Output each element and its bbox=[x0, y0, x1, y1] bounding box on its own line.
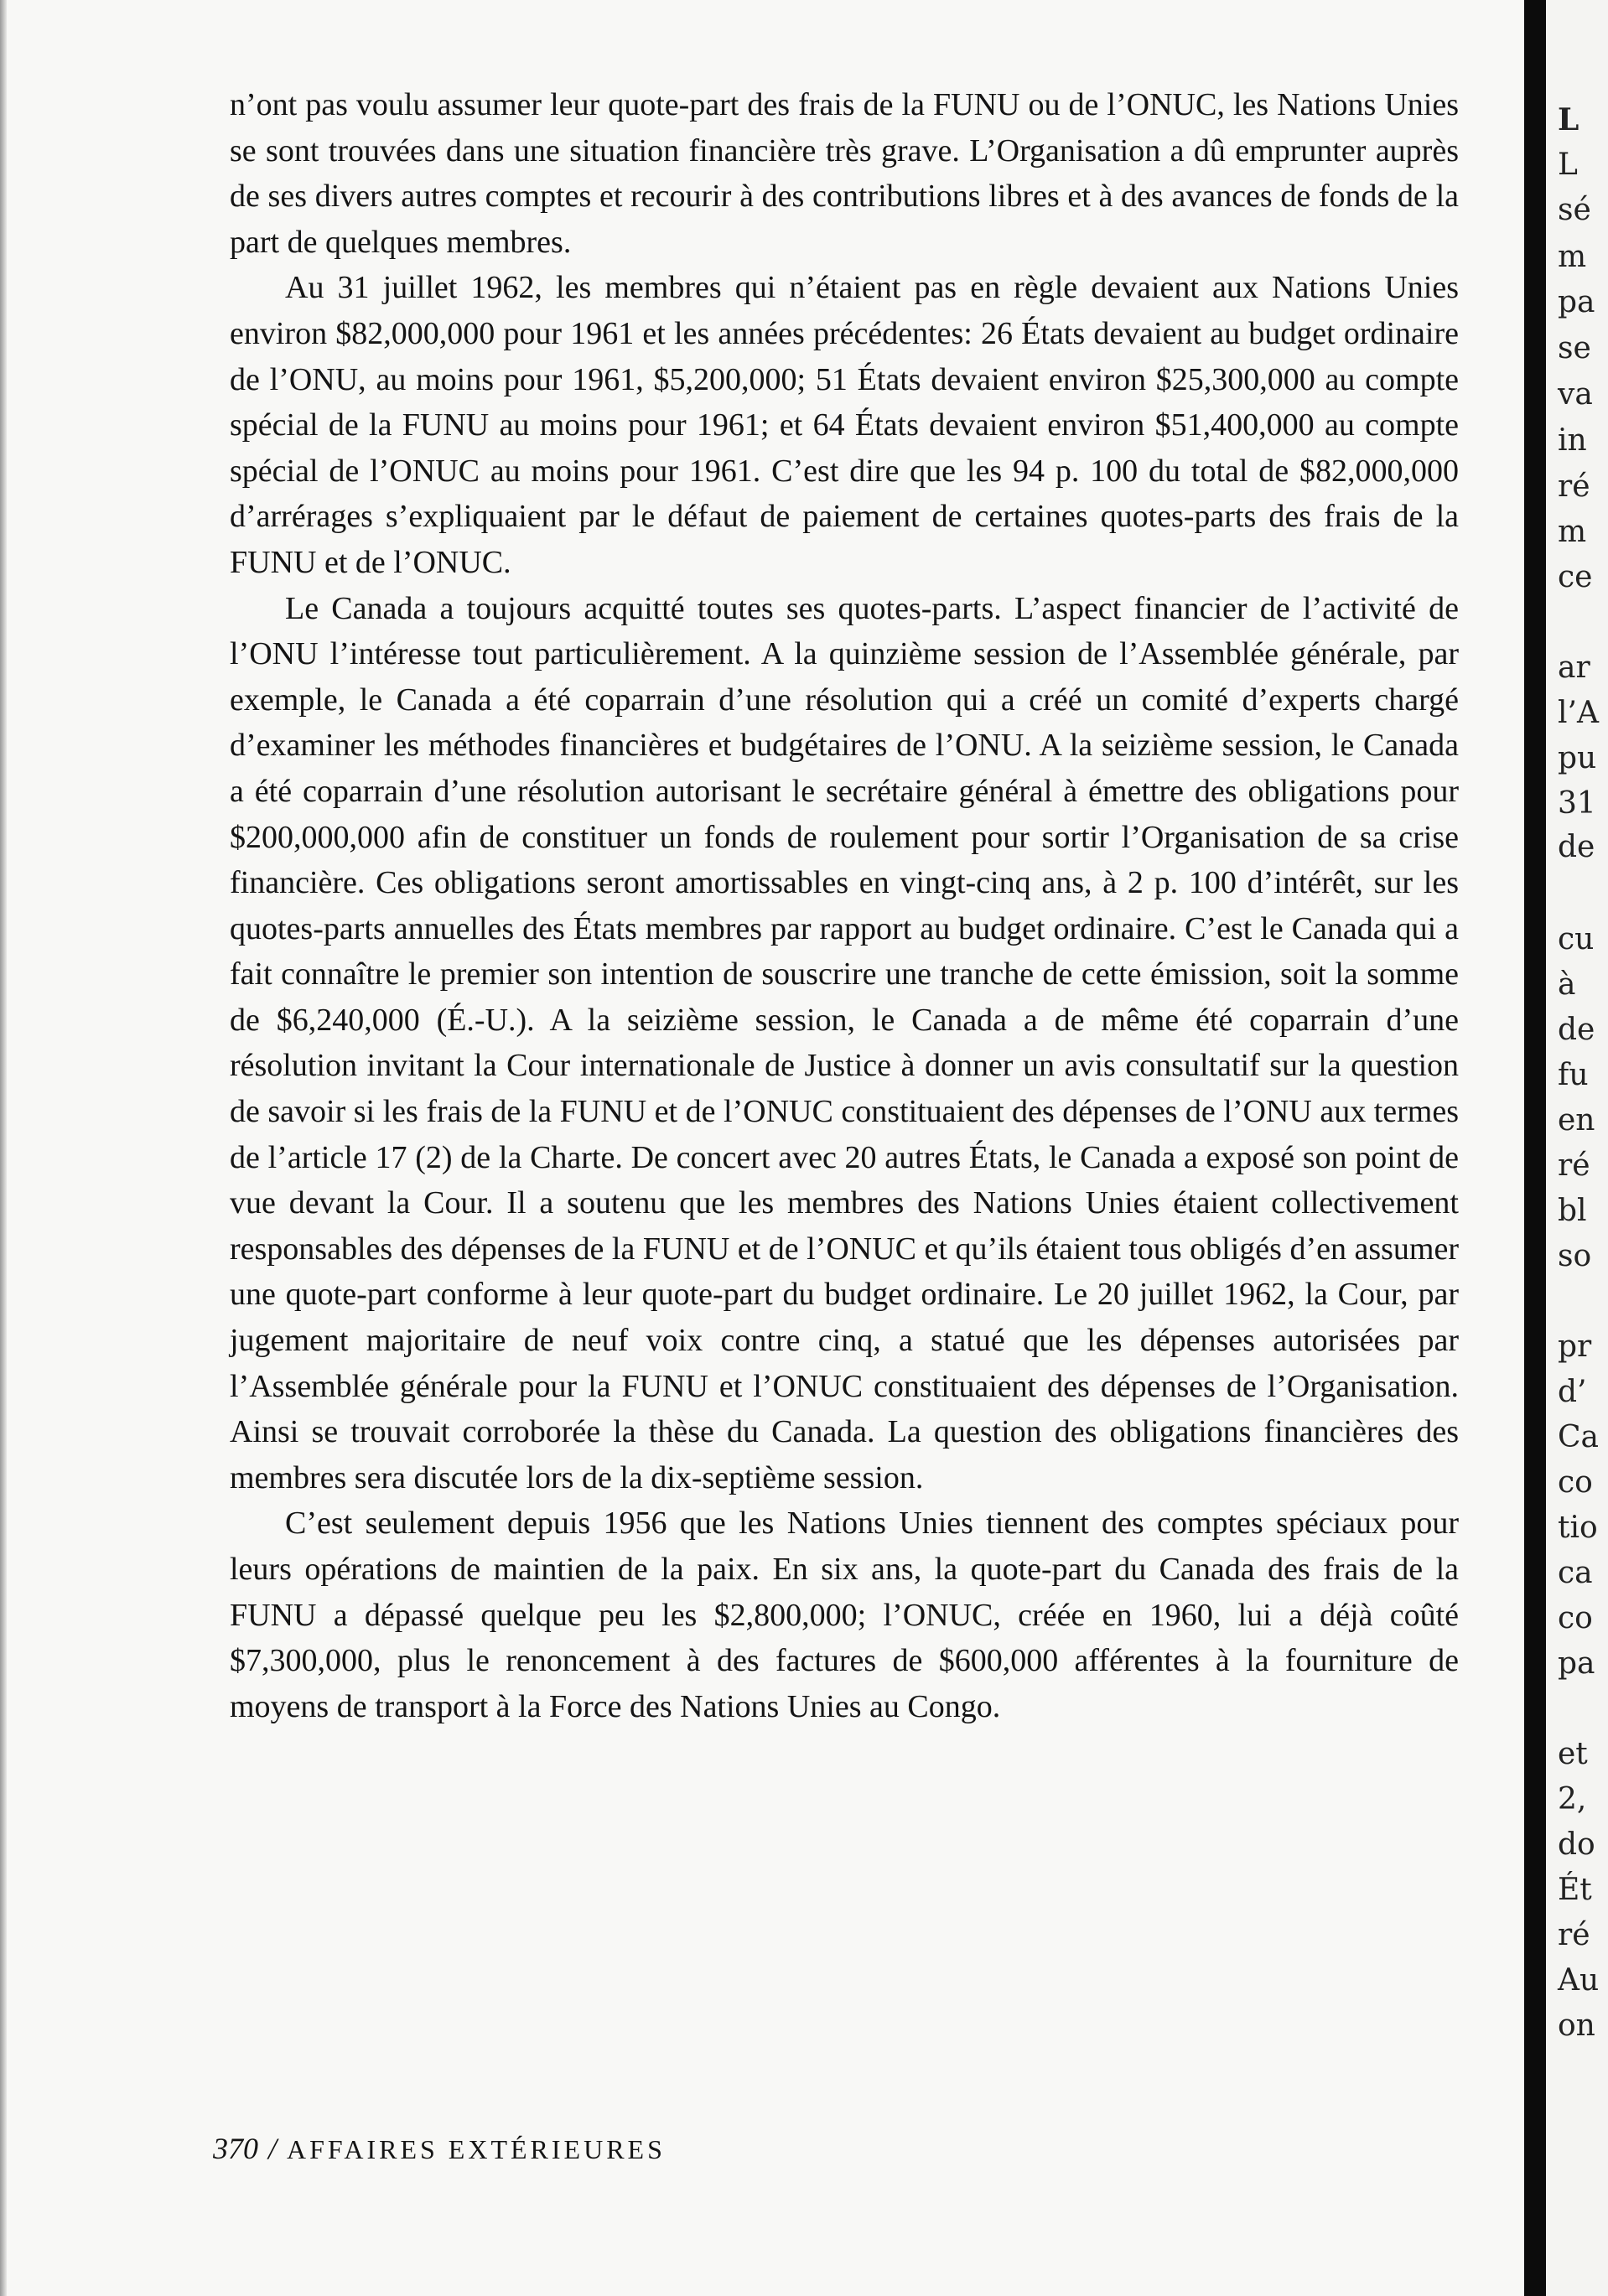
next-page-fragment: ar bbox=[1558, 650, 1590, 685]
next-page-fragment: Ca bbox=[1558, 1420, 1600, 1454]
page-edge-shadow bbox=[0, 0, 7, 2296]
next-page-fragment: L bbox=[1558, 148, 1578, 182]
next-page-fragment: m bbox=[1558, 515, 1587, 549]
next-page-fragment: ce bbox=[1558, 560, 1593, 594]
next-page-fragment: ré bbox=[1558, 1148, 1590, 1183]
paragraph-1: n’ont pas voulu assumer leur quote-part des frais de la FUNU ou de l’ONUC, les Nations Unies se sont trouvées dans une situation financière très grave. L’Organisation a dû emprunter auprès de ses divers autres comptes et recourir à des contributions libres et à des avances de fonds de la part de quelques membres. bbox=[230, 87, 1459, 260]
page-number: 370 bbox=[213, 2132, 258, 2165]
next-page-fragment: ca bbox=[1558, 1556, 1593, 1590]
next-page-fragment: m bbox=[1558, 240, 1587, 274]
next-page-fragment: so bbox=[1558, 1239, 1592, 1273]
page-footer bbox=[213, 2131, 666, 2166]
paragraph-4: C’est seulement depuis 1956 que les Nations Unies tiennent des comptes spéciaux pour leurs opérations de maintien de la paix. En six ans, la quote-part du Canada des frais de la FUNU a dépassé quelque peu les $2,800,000; l’ONUC, créée en 1960, lui a déjà coûté $7,300,000, plus le renoncement à des factures de $600,000 afférentes à la fourniture de moyens de transport à la Force des Nations Unies au Congo. bbox=[230, 1506, 1459, 1724]
next-page-fragment: Ét bbox=[1558, 1873, 1592, 1907]
next-page-fragment: L bbox=[1558, 102, 1579, 137]
next-page-fragment: pu bbox=[1558, 741, 1597, 775]
next-page-fragment: en bbox=[1558, 1103, 1595, 1138]
next-page-fragment: on bbox=[1558, 2008, 1595, 2043]
next-page-fragment: d’ bbox=[1558, 1375, 1587, 1409]
next-page-fragment: cu bbox=[1558, 922, 1595, 956]
next-page-fragment: fu bbox=[1558, 1058, 1589, 1092]
next-page-fragment: pa bbox=[1558, 1646, 1595, 1681]
next-page-fragment: et bbox=[1558, 1737, 1588, 1771]
next-page-fragment: do bbox=[1558, 1827, 1595, 1862]
next-page-fragment: tio bbox=[1558, 1511, 1598, 1545]
next-page-fragment: à bbox=[1558, 967, 1576, 1002]
next-page-fragment: co bbox=[1558, 1465, 1593, 1500]
paragraph-3: Le Canada a toujours acquitté toutes ses quotes-parts. L’aspect financier de l’activité de l’ONU l’intéresse tout particulièrement. A la quinzième session de l’Assemblée générale, par exemple, le Canada a été coparrain d’une résolution qui a créé un comité d’experts chargé d’examiner les méthodes financières et budgétaires de l’ONU. A la seizième session, le Canada a été coparrain d’une résolution autorisant le secrétaire général à émettre des obligations pour $200,000,000 afin de constituer un fonds de roulement pour sortir l’Organisation de sa crise financière. Ces obligations seront amortissables en vingt-cinq ans, à 2 p. 100 d’intérêt, sur les quotes-parts annuelles des États membres par rapport au budget ordinaire. C’est le Canada qui a fait connaître le premier son intention de souscrire une tranche de cette émission, soit la somme de $6,240,000 (É.-U.). A la seizième session, le Canada a de même été coparrain d’une résolution invitant la Cour internationale de Justice à donner un avis consultatif sur la question de savoir si les frais de la FUNU et de l’ONUC constituaient des dépenses de l’ONU aux termes de l’article 17 (2) de la Charte. De concert avec 20 autres États, le Canada a exposé son point de vue devant la Cour. Il a soutenu que les membres des Nations Unies étaient collectivement responsables des dépenses de la FUNU et de l’ONUC et qu’ils étaient tous obligés d’en assumer une quote-part conforme à leur quote-part du budget ordinaire. Le 20 juillet 1962, la Cour, par jugement majoritaire de neuf voix contre cinq, a statué que les dépenses autorisées par l’Assemblée générale pour la FUNU et l’ONUC constituaient des dépenses de l’Organisation. Ainsi se trouvait corroborée la thèse du Canada. La question des obligations financières des membres sera discutée lors de la dix-septième session. bbox=[230, 590, 1459, 1495]
next-page-fragment: ré bbox=[1558, 469, 1590, 504]
next-page-fragment: 31 bbox=[1558, 786, 1596, 821]
paragraph-2: Au 31 juillet 1962, les membres qui n’étaient pas en règle devaient aux Nations Unies environ $82,000,000 pour 1961 et les années précédentes: 26 États devaient au budget ordinaire de l’ONU, au moins pour 1961, $5,200,000; 51 États devaient environ $25,300,000 au compte spécial de la FUNU au moins pour 1961; et 64 États devaient environ $51,400,000 au compte spécial de l’ONUC au moins pour 1961. C’est dire que les 94 p. 100 du total de $82,000,000 d’arrérages s’expliquaient par le défaut de paiement de certaines quotes-parts des frais de la FUNU et de l’ONUC. bbox=[230, 270, 1459, 580]
next-page-fragment: se bbox=[1558, 331, 1591, 365]
footer-separator: / bbox=[268, 2132, 278, 2165]
next-page-fragment: Au bbox=[1558, 1963, 1600, 1998]
next-page-fragment: pa bbox=[1558, 285, 1595, 319]
next-page-fragment: 2, bbox=[1558, 1782, 1587, 1817]
next-page-fragment: ré bbox=[1558, 1918, 1590, 1952]
next-page-fragment: bl bbox=[1558, 1194, 1587, 1228]
journal-title: AFFAIRES EXTÉRIEURES bbox=[287, 2134, 666, 2164]
next-page-fragment: l’A bbox=[1558, 696, 1599, 730]
next-page-fragment: sé bbox=[1558, 193, 1591, 227]
next-page-fragment: va bbox=[1558, 377, 1593, 412]
adjacent-page-strip bbox=[1546, 0, 1608, 2296]
next-page-fragment: de bbox=[1558, 830, 1595, 864]
next-page-fragment: in bbox=[1558, 423, 1587, 458]
next-page-fragment: de bbox=[1558, 1013, 1595, 1047]
next-page-fragment: pr bbox=[1558, 1329, 1592, 1364]
body-text bbox=[230, 82, 1459, 1729]
book-gutter bbox=[1524, 0, 1546, 2296]
next-page-fragment: co bbox=[1558, 1601, 1593, 1635]
